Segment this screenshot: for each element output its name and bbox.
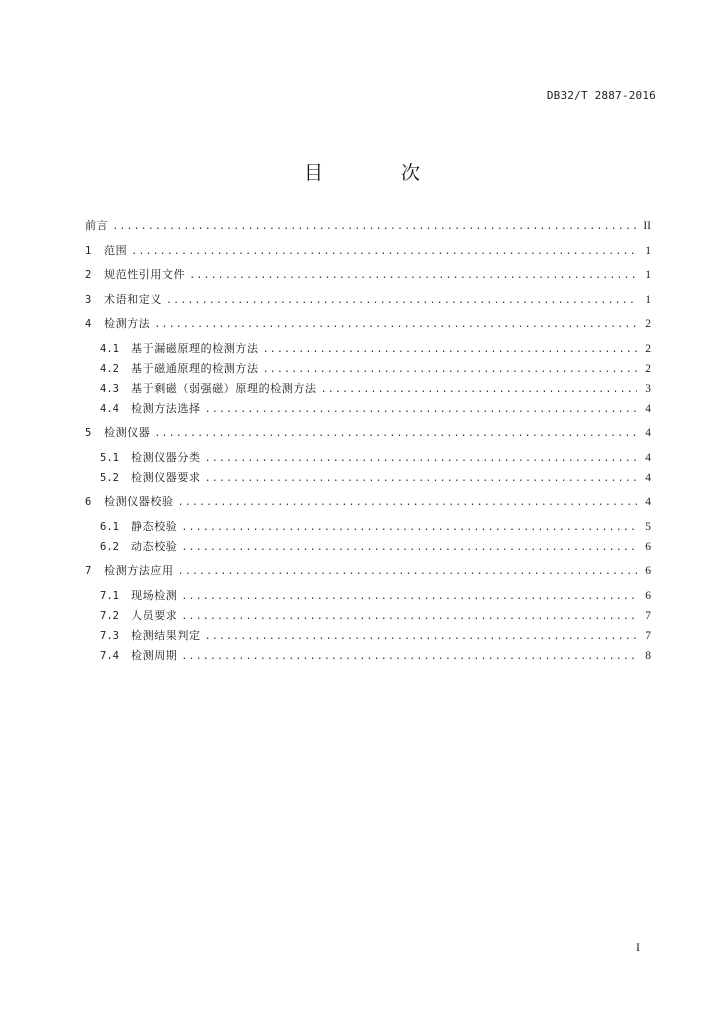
toc-dot-leader <box>205 470 637 488</box>
toc-entry-label: 人员要求 <box>131 608 178 622</box>
toc-entry-label: 检测方法选择 <box>131 401 201 415</box>
toc-entry-number: 4.4 <box>100 402 119 415</box>
toc-entry-4-4[interactable] <box>85 400 651 418</box>
toc-dot-leader <box>181 608 637 626</box>
toc-dot-leader <box>154 425 637 443</box>
toc-entry-label: 基于漏磁原理的检测方法 <box>131 341 259 355</box>
toc-entry-label: 检测方法 <box>104 317 151 330</box>
toc-entry-number: 5 <box>85 427 92 439</box>
toc-entry-number: 5.2 <box>100 471 119 484</box>
toc-dot-leader <box>112 218 637 236</box>
toc-entry-label: 规范性引用文件 <box>104 268 186 281</box>
toc-entry-label: 检测周期 <box>131 648 178 662</box>
toc-entry-page: 6 <box>645 589 651 602</box>
toc-entry-number: 2 <box>85 269 92 281</box>
toc-dot-leader <box>321 381 637 399</box>
toc-entry-page: II <box>643 220 651 232</box>
toc-entry-number: 7 <box>85 565 92 577</box>
toc-entry-1[interactable] <box>85 242 651 260</box>
toc-entry-page: 2 <box>645 362 651 375</box>
toc-dot-leader <box>205 628 637 646</box>
toc-entry-page: 3 <box>645 382 651 395</box>
toc-entry-page: 5 <box>645 520 651 533</box>
toc-dot-leader <box>205 450 637 468</box>
toc-dot-leader <box>154 316 637 334</box>
toc-dot-leader <box>181 519 637 537</box>
toc-dot-leader <box>181 588 637 606</box>
toc-entry-number: 6 <box>85 496 92 508</box>
toc-entry-number: 7.2 <box>100 609 119 622</box>
toc-entry-label: 检测结果判定 <box>131 628 201 642</box>
toc-entry-page: 7 <box>645 629 651 642</box>
toc-entry-label: 检测仪器要求 <box>131 470 201 484</box>
toc-entry-page: 2 <box>645 342 651 355</box>
toc-entry-number: 4 <box>85 318 92 330</box>
toc-entry-page: 4 <box>645 496 651 508</box>
toc-entry-label: 检测仪器分类 <box>131 450 201 464</box>
toc-dot-leader <box>205 401 637 419</box>
toc-entry-7-1[interactable] <box>85 587 651 605</box>
toc-dot-leader <box>178 494 637 512</box>
toc-entry-page: 6 <box>645 540 651 553</box>
toc-entry-4-3[interactable] <box>85 380 651 398</box>
toc-entry-label: 检测方法应用 <box>104 564 174 577</box>
toc-dot-leader <box>131 243 637 261</box>
toc-entry-number: 1 <box>85 244 92 257</box>
toc-entry-7-3[interactable] <box>85 627 651 645</box>
toc-entry-4[interactable] <box>85 315 651 333</box>
toc-entry-5[interactable] <box>85 424 651 442</box>
toc-dot-leader <box>166 292 637 310</box>
toc-entry-2[interactable] <box>85 266 651 284</box>
toc-entry-foreword[interactable] <box>85 217 651 235</box>
toc-entry-6-2[interactable] <box>85 538 651 556</box>
toc-entry-label: 范围 <box>104 243 128 257</box>
toc-entry-7[interactable] <box>85 562 651 580</box>
toc-entry-label: 现场检测 <box>131 588 178 602</box>
toc-entry-label: 检测仪器校验 <box>104 495 174 508</box>
toc-entry-7-2[interactable] <box>85 607 651 625</box>
toc-entry-6-1[interactable] <box>85 518 651 536</box>
table-of-contents <box>85 217 651 665</box>
toc-entry-page: 2 <box>645 318 651 330</box>
toc-entry-page: 4 <box>645 451 651 464</box>
toc-entry-page: 7 <box>645 609 651 622</box>
toc-entry-5-1[interactable] <box>85 449 651 467</box>
document-code: DB32/T 2887-2016 <box>546 89 656 102</box>
toc-entry-number: 6.1 <box>100 520 119 533</box>
toc-entry-label: 检测仪器 <box>104 426 151 439</box>
toc-entry-number: 4.3 <box>100 382 119 395</box>
toc-entry-page: 8 <box>645 649 651 662</box>
toc-title: 目 次 <box>303 162 457 184</box>
toc-dot-leader <box>181 539 637 557</box>
toc-entry-label: 基于剩磁（弱强磁）原理的检测方法 <box>131 381 317 395</box>
toc-entry-number: 3 <box>85 293 92 306</box>
toc-entry-5-2[interactable] <box>85 469 651 487</box>
toc-entry-number: 7.4 <box>100 649 119 662</box>
toc-dot-leader <box>263 361 637 379</box>
toc-entry-3[interactable] <box>85 291 651 309</box>
toc-entry-number: 6.2 <box>100 540 119 553</box>
toc-entry-label: 动态校验 <box>131 539 178 553</box>
toc-dot-leader <box>181 648 637 666</box>
toc-entry-7-4[interactable] <box>85 647 651 665</box>
toc-entry-label: 静态校验 <box>131 519 178 533</box>
toc-entry-6[interactable] <box>85 493 651 511</box>
toc-entry-number: 4.2 <box>100 362 119 375</box>
toc-entry-number: 4.1 <box>100 342 119 355</box>
toc-entry-page: 4 <box>645 471 651 484</box>
toc-dot-leader <box>178 563 637 581</box>
toc-entry-page: 1 <box>645 293 651 306</box>
toc-entry-number: 7.3 <box>100 629 119 642</box>
toc-entry-number: 7.1 <box>100 589 119 602</box>
toc-entry-number: 5.1 <box>100 451 119 464</box>
page-number: I <box>636 940 640 954</box>
toc-entry-4-2[interactable] <box>85 360 651 378</box>
toc-entry-page: 4 <box>645 402 651 415</box>
toc-entry-4-1[interactable] <box>85 340 651 358</box>
toc-entry-label: 基于磁通原理的检测方法 <box>131 361 259 375</box>
toc-entry-page: 4 <box>645 427 651 439</box>
toc-entry-label: 前言 <box>85 219 109 232</box>
toc-entry-label: 术语和定义 <box>104 292 162 306</box>
toc-entry-page: 6 <box>645 565 651 577</box>
toc-dot-leader <box>263 341 637 359</box>
toc-entry-page: 1 <box>645 244 651 257</box>
toc-dot-leader <box>189 267 637 285</box>
toc-entry-page: 1 <box>645 269 651 281</box>
